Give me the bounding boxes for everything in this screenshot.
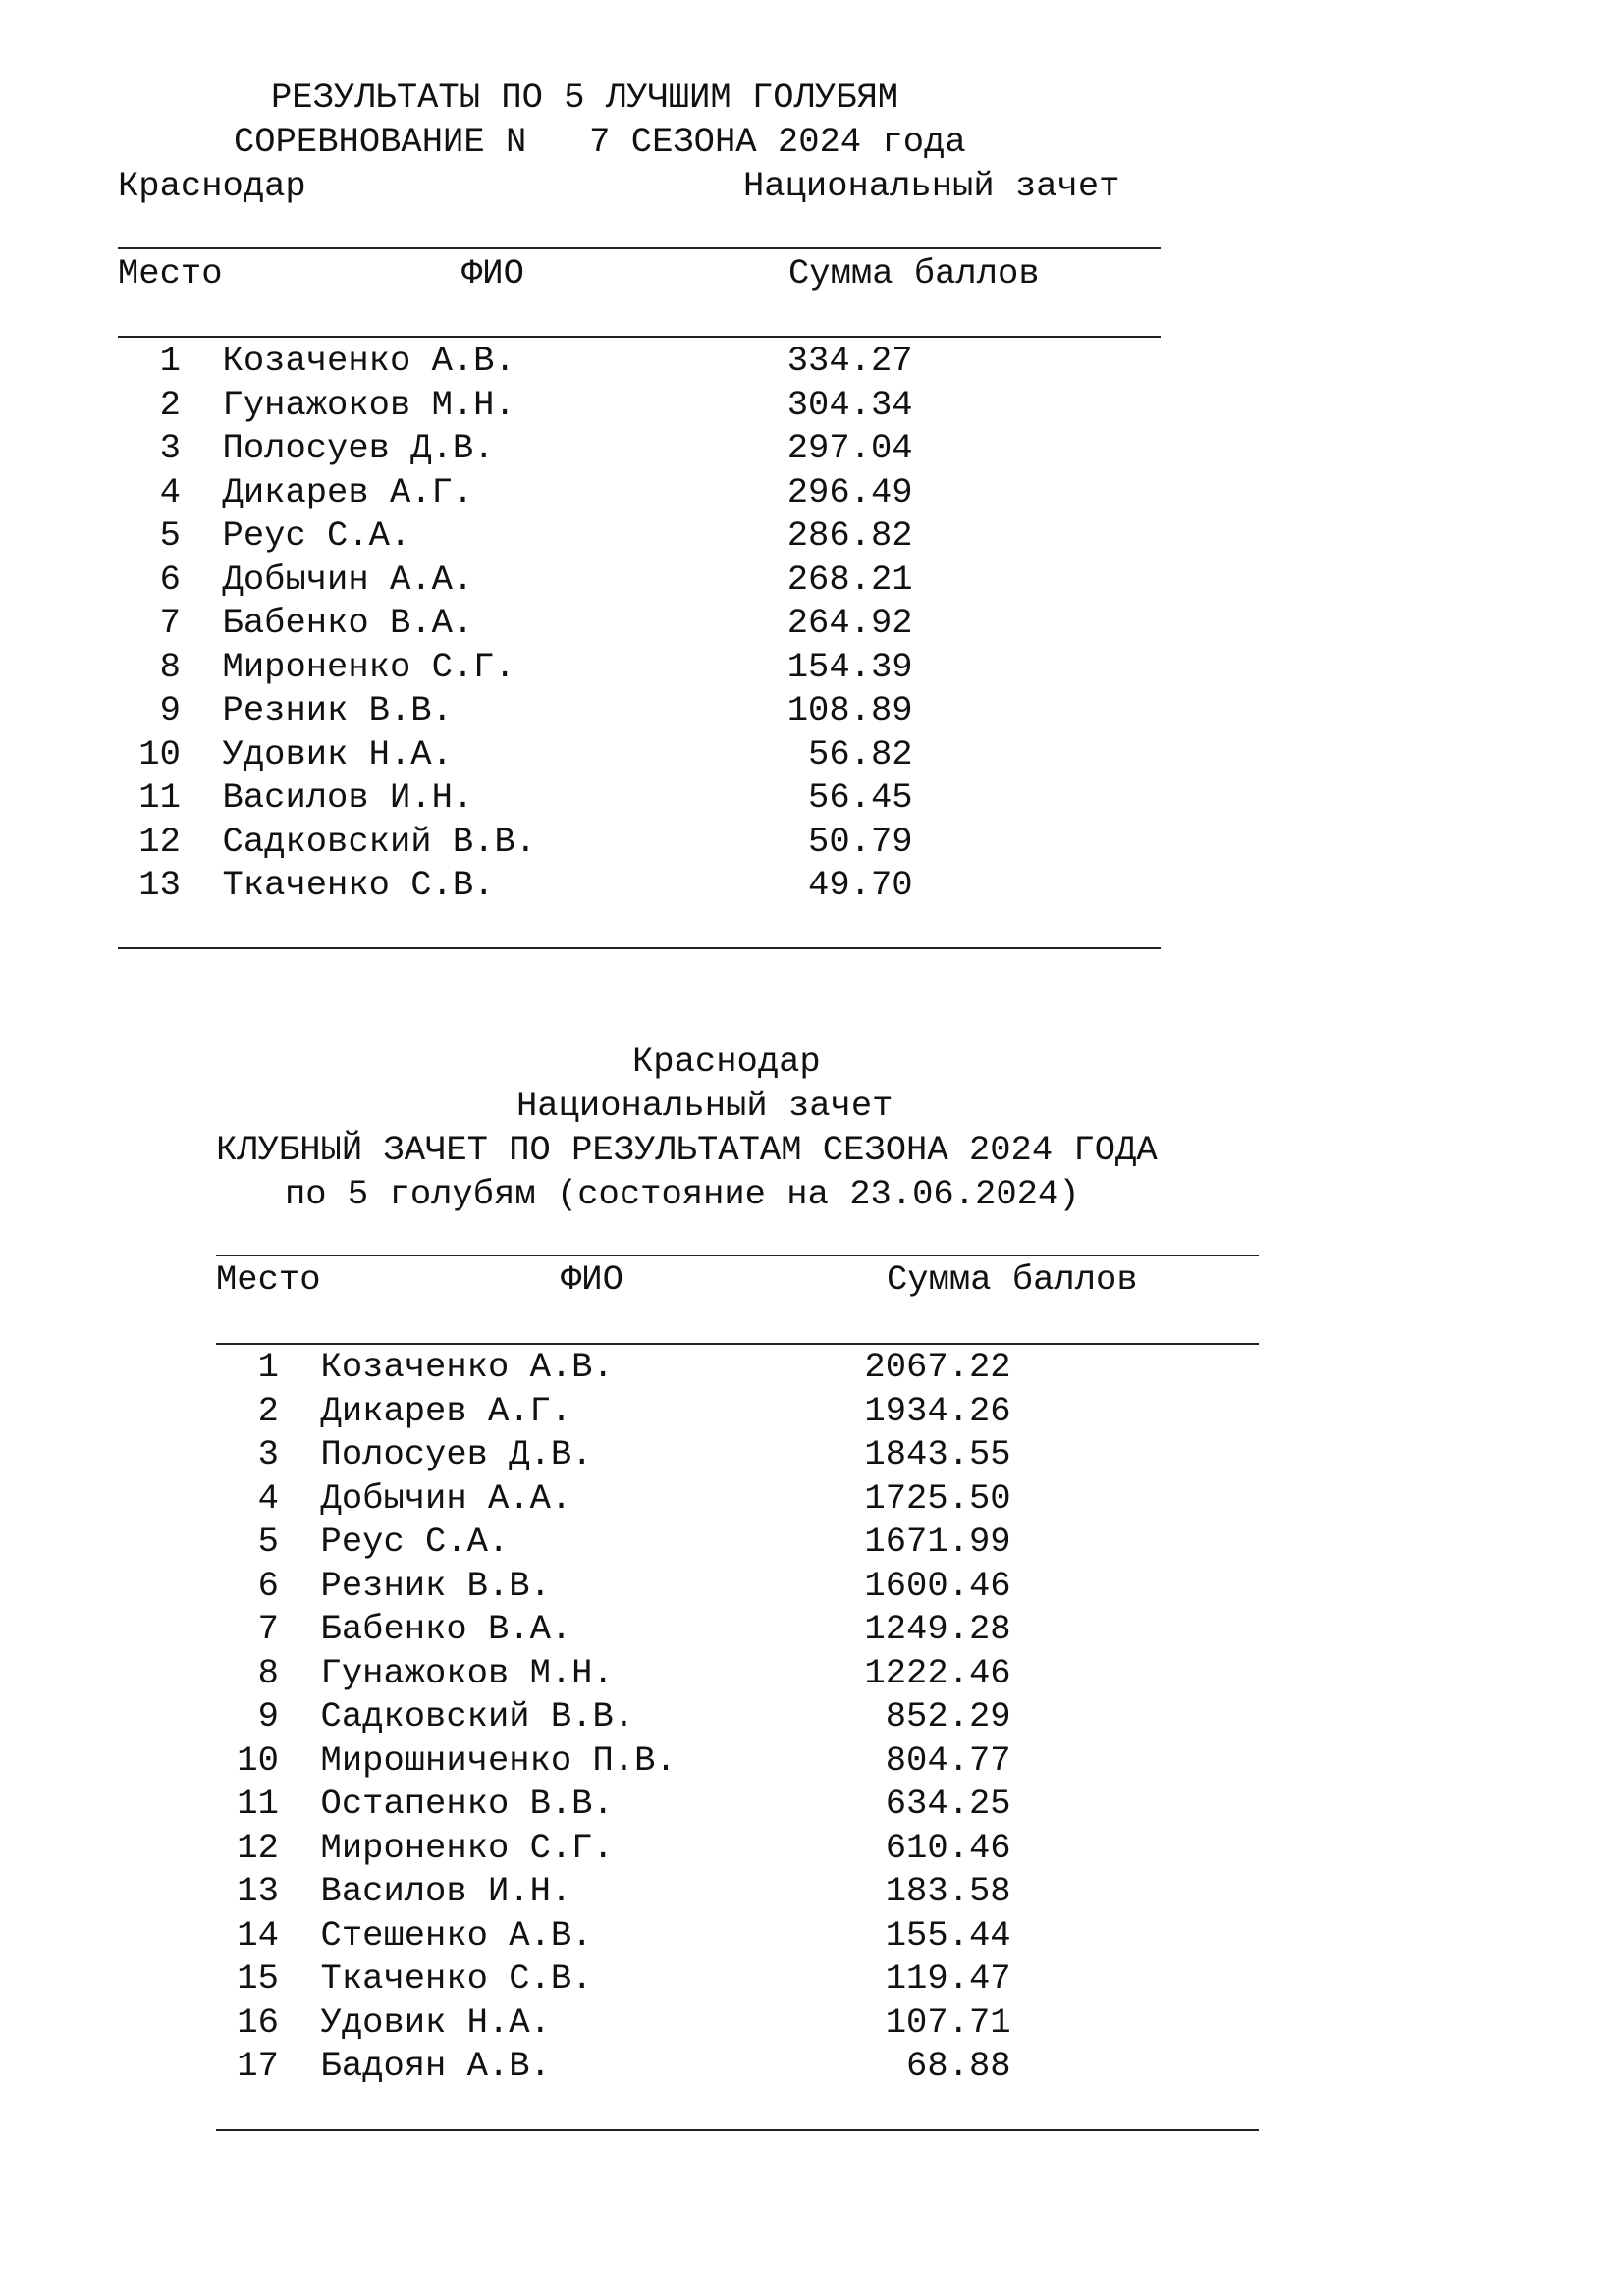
section1-separator-top bbox=[118, 247, 1161, 249]
section2-category: Национальный зачет bbox=[516, 1086, 893, 1126]
section2-title-line1: КЛУБНЫЙ ЗАЧЕТ ПО РЕЗУЛЬТАТАМ СЕЗОНА 2024 ГОДА bbox=[216, 1130, 1158, 1170]
row-name: Добычин А.А. bbox=[222, 559, 767, 600]
section2-header-name: ФИО bbox=[561, 1259, 623, 1300]
table-row bbox=[118, 514, 913, 559]
row-name: Козаченко А.В. bbox=[320, 1347, 865, 1387]
row-score: 1934.26 bbox=[864, 1390, 1011, 1431]
table-row bbox=[118, 733, 913, 777]
row-place: 10 bbox=[118, 733, 181, 774]
table-row bbox=[216, 1695, 1011, 1739]
row-score: 50.79 bbox=[766, 821, 913, 862]
table-row bbox=[216, 2002, 1011, 2046]
row-score: 1249.28 bbox=[864, 1609, 1011, 1649]
row-score: 56.45 bbox=[766, 777, 913, 818]
row-score: 68.88 bbox=[864, 2046, 1011, 2086]
row-name: Добычин А.А. bbox=[320, 1477, 865, 1519]
section2-header-score: Сумма баллов bbox=[887, 1259, 1138, 1300]
row-score: 1671.99 bbox=[864, 1522, 1011, 1562]
section1-separator-bottom bbox=[118, 947, 1161, 949]
section2-title-line2: по 5 голубям (состояние на 23.06.2024) bbox=[285, 1174, 1080, 1214]
row-score: 264.92 bbox=[766, 603, 913, 643]
row-place: 4 bbox=[216, 1477, 279, 1519]
table-row bbox=[118, 384, 913, 428]
row-place: 10 bbox=[216, 1739, 279, 1781]
row-score: 1725.50 bbox=[864, 1477, 1011, 1519]
row-score: 154.39 bbox=[766, 646, 913, 687]
row-name: Василов И.Н. bbox=[222, 777, 767, 818]
row-score: 804.77 bbox=[864, 1739, 1011, 1781]
table-row bbox=[216, 1565, 1011, 1609]
row-name: Стешенко А.В. bbox=[320, 1914, 865, 1955]
row-place: 4 bbox=[118, 471, 181, 512]
row-name: Ткаченко С.В. bbox=[320, 1958, 865, 1999]
row-place: 9 bbox=[118, 690, 181, 730]
row-score: 2067.22 bbox=[864, 1347, 1011, 1387]
row-name: Резник В.В. bbox=[320, 1565, 865, 1606]
row-score: 268.21 bbox=[766, 559, 913, 600]
row-name: Удовик Н.А. bbox=[222, 733, 767, 774]
row-score: 634.25 bbox=[864, 1784, 1011, 1824]
row-score: 108.89 bbox=[766, 690, 913, 730]
row-score: 183.58 bbox=[864, 1871, 1011, 1911]
row-name: Реус С.А. bbox=[222, 515, 767, 556]
table-row bbox=[216, 1346, 1011, 1390]
row-name: Гунажоков М.Н. bbox=[222, 384, 767, 425]
table-row bbox=[216, 1783, 1011, 1827]
row-name: Бадоян А.В. bbox=[320, 2046, 865, 2086]
row-score: 1843.55 bbox=[864, 1434, 1011, 1474]
table-row bbox=[216, 1652, 1011, 1696]
row-score: 56.82 bbox=[766, 733, 913, 774]
table-row bbox=[118, 689, 913, 733]
row-place: 12 bbox=[118, 821, 181, 862]
table-row bbox=[216, 1914, 1011, 1958]
row-name: Резник В.В. bbox=[222, 690, 767, 730]
row-place: 5 bbox=[216, 1522, 279, 1562]
row-place: 7 bbox=[118, 603, 181, 643]
row-score: 107.71 bbox=[864, 2002, 1011, 2043]
row-name: Удовик Н.А. bbox=[320, 2002, 865, 2043]
section2-separator-header bbox=[216, 1343, 1259, 1345]
row-name: Остапенко В.В. bbox=[320, 1784, 865, 1824]
row-place: 2 bbox=[118, 384, 181, 425]
table-row bbox=[118, 471, 913, 515]
row-place: 1 bbox=[118, 341, 181, 381]
row-name: Гунажоков М.Н. bbox=[320, 1652, 865, 1693]
row-score: 334.27 bbox=[766, 341, 913, 381]
row-place: 3 bbox=[118, 428, 181, 468]
section1-category: Национальный зачет bbox=[743, 166, 1120, 206]
row-place: 8 bbox=[216, 1652, 279, 1693]
row-name: Реус С.А. bbox=[320, 1522, 865, 1562]
row-place: 13 bbox=[118, 865, 181, 905]
row-place: 6 bbox=[216, 1565, 279, 1606]
row-place: 17 bbox=[216, 2046, 279, 2086]
row-score: 297.04 bbox=[766, 428, 913, 468]
row-name: Бабенко В.А. bbox=[222, 603, 767, 643]
row-place: 3 bbox=[216, 1434, 279, 1474]
row-name: Садковский В.В. bbox=[320, 1696, 865, 1736]
table-row bbox=[118, 559, 913, 603]
row-name: Полосуев Д.В. bbox=[320, 1434, 865, 1474]
table-row bbox=[216, 1870, 1011, 1914]
row-place: 13 bbox=[216, 1871, 279, 1911]
row-score: 1600.46 bbox=[864, 1565, 1011, 1606]
section1-header-score: Сумма баллов bbox=[788, 253, 1040, 294]
row-score: 286.82 bbox=[766, 515, 913, 556]
section1-header-place: Место bbox=[118, 253, 223, 294]
section1-separator-header bbox=[118, 336, 1161, 338]
table-row bbox=[216, 2045, 1011, 2089]
row-name: Садковский В.В. bbox=[222, 821, 767, 862]
row-score: 1222.46 bbox=[864, 1652, 1011, 1693]
table-row bbox=[216, 1827, 1011, 1871]
table-row bbox=[118, 646, 913, 690]
table-row bbox=[118, 602, 913, 646]
section1-title-line2: СОРЕВНОВАНИЕ N 7 СЕЗОНА 2024 года bbox=[234, 122, 966, 162]
row-place: 16 bbox=[216, 2002, 279, 2043]
table-row bbox=[216, 1957, 1011, 2002]
row-place: 15 bbox=[216, 1958, 279, 1999]
section2-header-place: Место bbox=[216, 1259, 321, 1300]
section2-table bbox=[216, 1346, 1011, 2089]
row-name: Мирошниченко П.В. bbox=[320, 1739, 865, 1781]
table-row bbox=[118, 427, 913, 471]
table-row bbox=[216, 1477, 1011, 1522]
table-row bbox=[118, 864, 913, 908]
row-name: Василов И.Н. bbox=[320, 1871, 865, 1911]
table-row bbox=[118, 340, 913, 384]
row-score: 296.49 bbox=[766, 471, 913, 512]
row-name: Мироненко С.Г. bbox=[222, 646, 767, 687]
row-place: 2 bbox=[216, 1390, 279, 1431]
table-row bbox=[216, 1433, 1011, 1477]
table-row bbox=[118, 776, 913, 821]
row-place: 6 bbox=[118, 559, 181, 600]
row-place: 1 bbox=[216, 1347, 279, 1387]
row-place: 8 bbox=[118, 646, 181, 687]
row-place: 14 bbox=[216, 1914, 279, 1955]
row-place: 11 bbox=[216, 1784, 279, 1824]
row-score: 610.46 bbox=[864, 1827, 1011, 1868]
row-name: Бабенко В.А. bbox=[320, 1609, 865, 1649]
row-score: 852.29 bbox=[864, 1696, 1011, 1736]
table-row bbox=[118, 821, 913, 865]
section2-separator-top bbox=[216, 1255, 1259, 1256]
row-name: Мироненко С.Г. bbox=[320, 1827, 865, 1868]
row-score: 304.34 bbox=[766, 384, 913, 425]
section2-separator-bottom bbox=[216, 2129, 1259, 2131]
table-row bbox=[216, 1521, 1011, 1565]
section1-city: Краснодар bbox=[118, 166, 306, 206]
row-score: 49.70 bbox=[766, 865, 913, 905]
row-score: 155.44 bbox=[864, 1914, 1011, 1955]
row-place: 9 bbox=[216, 1696, 279, 1736]
table-row bbox=[216, 1608, 1011, 1652]
row-place: 5 bbox=[118, 515, 181, 556]
row-place: 11 bbox=[118, 777, 181, 818]
table-row bbox=[216, 1390, 1011, 1434]
row-name: Дикарев А.Г. bbox=[222, 471, 767, 512]
row-place: 7 bbox=[216, 1609, 279, 1649]
table-row bbox=[216, 1739, 1011, 1784]
row-score: 119.47 bbox=[864, 1958, 1011, 1999]
row-name: Дикарев А.Г. bbox=[320, 1390, 865, 1431]
section1-header-name: ФИО bbox=[461, 253, 524, 294]
row-place: 12 bbox=[216, 1827, 279, 1868]
section1-table bbox=[118, 340, 913, 908]
row-name: Полосуев Д.В. bbox=[222, 428, 767, 468]
section2-city: Краснодар bbox=[632, 1041, 821, 1082]
row-name: Козаченко А.В. bbox=[222, 341, 767, 381]
row-name: Ткаченко С.В. bbox=[222, 865, 767, 905]
section1-title-line1: РЕЗУЛЬТАТЫ ПО 5 ЛУЧШИМ ГОЛУБЯМ bbox=[271, 78, 899, 118]
